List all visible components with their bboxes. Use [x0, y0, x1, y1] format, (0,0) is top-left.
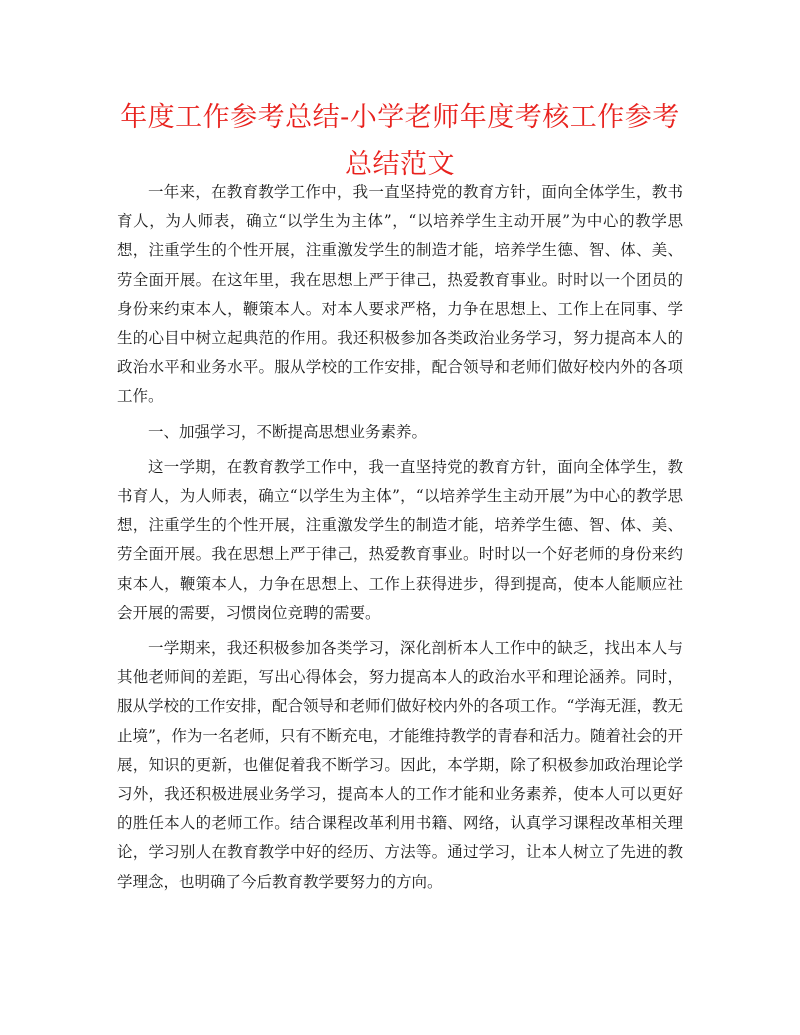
document-body — [117, 178, 683, 903]
document-title: 年度工作参考总结-小学老师年度考核工作参考总结范文 — [120, 102, 680, 180]
paragraph: 一学期来，我还积极参加各类学习，深化剖析本人工作中的缺乏，找出本人与其他老师间的差距，写出心得体会，努力提高本人的政治水平和理论涵养。同时，服从学校的工作安排，配合领导和老师们做好校内外的各项工作。“学海无涯，教无止境”，作为一名老师，只有不断充电，才能维持教学的青春和活力。随着社会的开展，知识的更新，也催促着我不断学习。因此，本学期，除了积极参加政治理论学习外，我还积极进展业务学习，提高本人的工作才能和业务素养，使本人可以更好的胜任本人的老师工作。结合课程改革利用书籍、网络，认真学习课程改革相关理论，学习别人在教育教学中好的经历、方法等。通过学习，让本人树立了先进的教学理念，也明确了今后教育教学要努力的方向。 — [117, 639, 683, 891]
section-heading: 一、加强学习，不断提高思想业务素养。 — [148, 422, 428, 441]
paragraph: 一年来，在教育教学工作中，我一直坚持党的教育方针，面向全体学生，教书育人，为人师表，确立“以学生为主体”，“以培养学生主动开展”为中心的教学思想，注重学生的个性开展，注重激发学生的制造才能，培养学生德、智、体、美、劳全面开展。在这年里，我在思想上严于律己，热爱教育事业。时时以一个团员的身份来约束本人，鞭策本人。对本人要求严格，力争在思想上、工作上在同事、学生的心目中树立起典范的作用。我还积极参加各类政治业务学习，努力提高本人的政治水平和业务水平。服从学校的工作安排，配合领导和老师们做好校内外的各项工作。 — [117, 183, 683, 406]
paragraph: 这一学期，在教育教学工作中，我一直坚持党的教育方针，面向全体学生，教书育人，为人师表，确立“以学生为主体”，“以培养学生主动开展”为中心的教学思想，注重学生的个性开展，注重激发学生的制造才能，培养学生德、智、体、美、劳全面开展。我在思想上严于律己，热爱教育事业。时时以一个好老师的身份来约束本人，鞭策本人，力争在思想上、工作上获得进步，得到提高，使本人能顺应社会开展的需要，习惯岗位竞聘的需要。 — [117, 457, 683, 622]
